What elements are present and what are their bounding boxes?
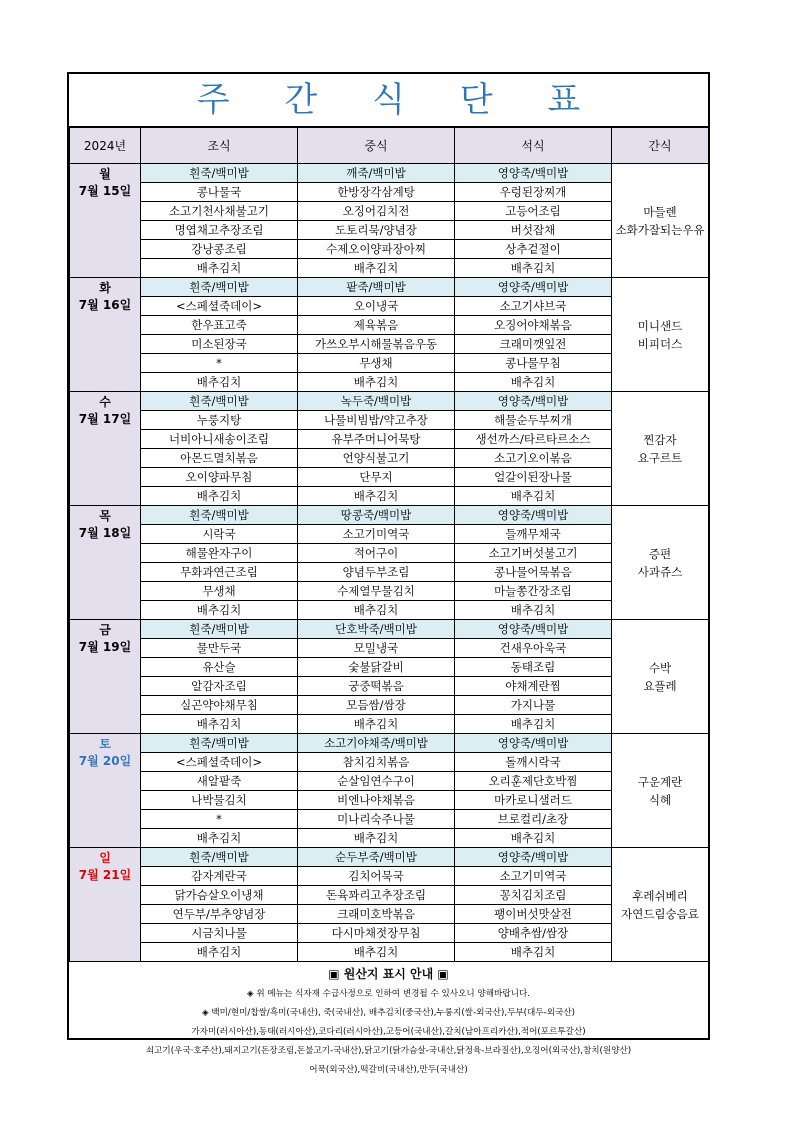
lunch-item: 땅콩죽/백미밥 (298, 506, 455, 525)
snack-cell (612, 278, 709, 392)
lunch-item: 양념두부조림 (298, 563, 455, 582)
breakfast-item: 배추김치 (141, 829, 298, 848)
breakfast-item: 배추김치 (141, 943, 298, 962)
snack-item: 증편 (648, 546, 672, 561)
menu-row (70, 278, 709, 297)
snack-item: 수박 (648, 660, 672, 675)
lunch-item: 비엔나야채볶음 (298, 791, 455, 810)
day-cell (70, 164, 141, 278)
lunch-item: 유부주머니어묵탕 (298, 430, 455, 449)
dinner-item: 콩나물어묵볶음 (455, 563, 612, 582)
day-name: 토 (99, 737, 111, 751)
lunch-item: 배추김치 (298, 373, 455, 392)
lunch-item: 적어구이 (298, 544, 455, 563)
dinner-item: 꽁치김치조림 (455, 886, 612, 905)
dinner-item: 마늘쫑간장조림 (455, 582, 612, 601)
breakfast-header: 조식 (141, 128, 298, 164)
dinner-item: 배추김치 (455, 259, 612, 278)
day-name: 월 (99, 167, 111, 181)
breakfast-item: 아몬드멸치볶음 (141, 449, 298, 468)
dinner-item: 영양죽/백미밥 (455, 620, 612, 639)
breakfast-item: 명엽채고추장조림 (141, 221, 298, 240)
lunch-item: 소고기미역국 (298, 525, 455, 544)
menu-row (70, 620, 709, 639)
dinner-item: 돌깨시락국 (455, 753, 612, 772)
lunch-item: 숯불닭갈비 (298, 658, 455, 677)
origin-line: 쇠고기(우국·호주산),돼지고기(돈장조림,돈불고기-국내산),닭고기(닭가슴살-국내산,닭정육-브라질산),오징어(외국산),참치(원양산) (145, 1046, 632, 1056)
lunch-item: 순살임연수구이 (298, 772, 455, 791)
menu-row (70, 164, 709, 183)
day-cell (70, 734, 141, 848)
breakfast-item: 배추김치 (141, 601, 298, 620)
dinner-item: 영양죽/백미밥 (455, 506, 612, 525)
breakfast-item: 흰죽/백미밥 (141, 278, 298, 297)
lunch-item: 오이냉국 (298, 297, 455, 316)
snack-header: 간식 (612, 128, 709, 164)
breakfast-item: 흰죽/백미밥 (141, 848, 298, 867)
lunch-item: 단호박죽/백미밥 (298, 620, 455, 639)
page-title: 주 간 식 단 표 (69, 74, 708, 127)
origin-line: 어묵(외국산),떡갈비(국내산),만두(국내산) (309, 1065, 468, 1075)
dinner-item: 브로컬리/초장 (455, 810, 612, 829)
lunch-item: 배추김치 (298, 601, 455, 620)
day-cell (70, 278, 141, 392)
breakfast-item: 누룽지탕 (141, 411, 298, 430)
snack-item: 요구르트 (637, 450, 683, 465)
day-name: 수 (99, 395, 111, 409)
dinner-item: 생선까스/타르타르소스 (455, 430, 612, 449)
breakfast-item: 미소된장국 (141, 335, 298, 354)
menu-table (69, 127, 709, 962)
dinner-item: 영양죽/백미밥 (455, 278, 612, 297)
dinner-item: 크래미깻잎전 (455, 335, 612, 354)
origin-line: 가자미(러시아산),동태(러시아산),코다리(러시아산),고등어(국내산),갈치(남아프리카산),적어(포르투갈산) (191, 1027, 586, 1037)
menu-row (70, 734, 709, 753)
breakfast-item: 배추김치 (141, 715, 298, 734)
dinner-item: 건새우아욱국 (455, 639, 612, 658)
dinner-header: 석식 (455, 128, 612, 164)
dinner-item: 상추겉절이 (455, 240, 612, 259)
origin-heading: ▣ 원산지 표시 안내 ▣ (328, 967, 449, 981)
breakfast-item: 새알팥죽 (141, 772, 298, 791)
dinner-item: 소고기미역국 (455, 867, 612, 886)
lunch-item: 소고기야채죽/백미밥 (298, 734, 455, 753)
lunch-item: 도토리묵/양념장 (298, 221, 455, 240)
dinner-item: 가지나물 (455, 696, 612, 715)
snack-item: 소화가잘되는우유 (615, 222, 705, 237)
snack-cell (612, 620, 709, 734)
snack-item: 자연드림숭음료 (621, 906, 699, 921)
lunch-item: 다시마채젓장무침 (298, 924, 455, 943)
dinner-item: 고등어조림 (455, 202, 612, 221)
menu-sheet (67, 72, 710, 1075)
breakfast-item: 감자계란국 (141, 867, 298, 886)
breakfast-item: 무화과연근조림 (141, 563, 298, 582)
breakfast-item: 배추김치 (141, 259, 298, 278)
dinner-item: 팽이버섯맛살전 (455, 905, 612, 924)
lunch-item: 수제열무물김치 (298, 582, 455, 601)
breakfast-item: 무생채 (141, 582, 298, 601)
day-date: 7월 17일 (78, 412, 132, 426)
breakfast-item: 흰죽/백미밥 (141, 506, 298, 525)
dinner-item: 배추김치 (455, 601, 612, 620)
day-cell (70, 620, 141, 734)
breakfast-item: 시금치나물 (141, 924, 298, 943)
day-cell (70, 392, 141, 506)
day-date: 7월 21일 (78, 868, 132, 882)
origin-line: ◈ 백미/현미/찹쌀/흑미(국내산), 죽(국내산), 배추김치(중국산),누룽지(쌀-외국산),두부(대두-외국산) (201, 1008, 575, 1018)
menu-row (70, 506, 709, 525)
breakfast-item: 알감자조림 (141, 677, 298, 696)
day-date: 7월 18일 (78, 526, 132, 540)
snack-item: 사과쥬스 (637, 564, 683, 579)
dinner-item: 소고기오이볶음 (455, 449, 612, 468)
lunch-item: 한방장각삼계탕 (298, 183, 455, 202)
snack-item: 찐감자 (643, 432, 677, 447)
dinner-item: 오리훈제단호박찜 (455, 772, 612, 791)
dinner-item: 영양죽/백미밥 (455, 164, 612, 183)
dinner-item: 우렁된장찌개 (455, 183, 612, 202)
lunch-item: 궁중떡볶음 (298, 677, 455, 696)
breakfast-item: <스페셜죽데이> (141, 297, 298, 316)
breakfast-item: 시락국 (141, 525, 298, 544)
day-date: 7월 20일 (78, 754, 132, 768)
lunch-item: 김치어묵국 (298, 867, 455, 886)
dinner-item: 해물순두부찌개 (455, 411, 612, 430)
dinner-item: 영양죽/백미밥 (455, 734, 612, 753)
breakfast-item: 흰죽/백미밥 (141, 620, 298, 639)
lunch-header: 중식 (298, 128, 455, 164)
breakfast-item: <스페셜죽데이> (141, 753, 298, 772)
breakfast-item: 소고기천사채불고기 (141, 202, 298, 221)
year-header: 2024년 (70, 128, 141, 164)
breakfast-item: 흰죽/백미밥 (141, 392, 298, 411)
breakfast-item: 유산슬 (141, 658, 298, 677)
lunch-item: 크래미호박볶음 (298, 905, 455, 924)
dinner-item: 버섯잡채 (455, 221, 612, 240)
snack-cell (612, 506, 709, 620)
dinner-item: 배추김치 (455, 829, 612, 848)
menu-row (70, 848, 709, 867)
snack-item: 요플레 (643, 678, 677, 693)
lunch-item: 팥죽/백미밥 (298, 278, 455, 297)
dinner-item: 배추김치 (455, 715, 612, 734)
breakfast-item: * (141, 810, 298, 829)
breakfast-item: 흰죽/백미밥 (141, 734, 298, 753)
lunch-item: 배추김치 (298, 487, 455, 506)
dinner-item: 들깨무채국 (455, 525, 612, 544)
dinner-item: 콩나물무침 (455, 354, 612, 373)
snack-item: 마들렌 (643, 204, 677, 219)
breakfast-item: 나박물김치 (141, 791, 298, 810)
menu-row (70, 392, 709, 411)
breakfast-item: 강낭콩조림 (141, 240, 298, 259)
header-row (70, 128, 709, 164)
snack-cell (612, 734, 709, 848)
snack-cell (612, 392, 709, 506)
breakfast-item: 배추김치 (141, 487, 298, 506)
dinner-item: 야채계란찜 (455, 677, 612, 696)
lunch-item: 제육볶음 (298, 316, 455, 335)
lunch-item: 오징어김치전 (298, 202, 455, 221)
dinner-item: 양배추쌈/쌈장 (455, 924, 612, 943)
breakfast-item: 배추김치 (141, 373, 298, 392)
lunch-item: 가쓰오부시해물볶음우동 (298, 335, 455, 354)
breakfast-item: 해물완자구이 (141, 544, 298, 563)
snack-item: 후레쉬베리 (632, 888, 688, 903)
snack-item: 비피더스 (637, 336, 683, 351)
lunch-item: 언양식불고기 (298, 449, 455, 468)
dinner-item: 얼갈이된장나물 (455, 468, 612, 487)
lunch-item: 미나리숙주나물 (298, 810, 455, 829)
dinner-item: 영양죽/백미밥 (455, 392, 612, 411)
day-date: 7월 19일 (78, 640, 132, 654)
breakfast-item: 오이양파무침 (141, 468, 298, 487)
breakfast-item: 한우표고죽 (141, 316, 298, 335)
snack-cell (612, 848, 709, 962)
dinner-item: 소고기샤브국 (455, 297, 612, 316)
snack-item: 구운계란 (637, 774, 683, 789)
origin-line: ◈ 위 메뉴는 식자재 수급사정으로 인하여 변경될 수 있사오니 양해바랍니다. (247, 989, 530, 999)
lunch-item: 참치김치볶음 (298, 753, 455, 772)
breakfast-item: 물만두국 (141, 639, 298, 658)
breakfast-item: 너비아니새송이조림 (141, 430, 298, 449)
snack-item: 미니샌드 (637, 318, 683, 333)
lunch-item: 배추김치 (298, 829, 455, 848)
dinner-item: 배추김치 (455, 487, 612, 506)
breakfast-item: 연두부/부추양념장 (141, 905, 298, 924)
breakfast-item: 콩나물국 (141, 183, 298, 202)
dinner-item: 오징어야채볶음 (455, 316, 612, 335)
lunch-item: 무생채 (298, 354, 455, 373)
breakfast-item: 닭가슴살오이냉채 (141, 886, 298, 905)
snack-item: 식혜 (648, 792, 672, 807)
lunch-item: 배추김치 (298, 259, 455, 278)
dinner-item: 영양죽/백미밥 (455, 848, 612, 867)
day-date: 7월 16일 (78, 298, 132, 312)
lunch-item: 모듬쌈/쌈장 (298, 696, 455, 715)
breakfast-item: 실곤약야채무침 (141, 696, 298, 715)
dinner-item: 배추김치 (455, 943, 612, 962)
day-name: 화 (99, 281, 111, 295)
origin-notice (69, 963, 708, 1080)
lunch-item: 녹두죽/백미밥 (298, 392, 455, 411)
lunch-item: 배추김치 (298, 715, 455, 734)
breakfast-item: 흰죽/백미밥 (141, 164, 298, 183)
lunch-item: 순두부죽/백미밥 (298, 848, 455, 867)
lunch-item: 수제오이양파장아찌 (298, 240, 455, 259)
dinner-item: 동태조림 (455, 658, 612, 677)
day-date: 7월 15일 (78, 184, 132, 198)
breakfast-item: * (141, 354, 298, 373)
day-name: 목 (99, 509, 111, 523)
day-name: 금 (99, 623, 111, 637)
lunch-item: 배추김치 (298, 943, 455, 962)
lunch-item: 나물비빔밥/약고추장 (298, 411, 455, 430)
lunch-item: 단무지 (298, 468, 455, 487)
lunch-item: 돈육꽈리고추장조림 (298, 886, 455, 905)
dinner-item: 배추김치 (455, 373, 612, 392)
day-cell (70, 848, 141, 962)
snack-cell (612, 164, 709, 278)
day-name: 일 (99, 851, 111, 865)
day-cell (70, 506, 141, 620)
dinner-item: 소고기버섯불고기 (455, 544, 612, 563)
lunch-item: 모밀냉국 (298, 639, 455, 658)
dinner-item: 마카로니샐러드 (455, 791, 612, 810)
lunch-item: 깨죽/백미밥 (298, 164, 455, 183)
